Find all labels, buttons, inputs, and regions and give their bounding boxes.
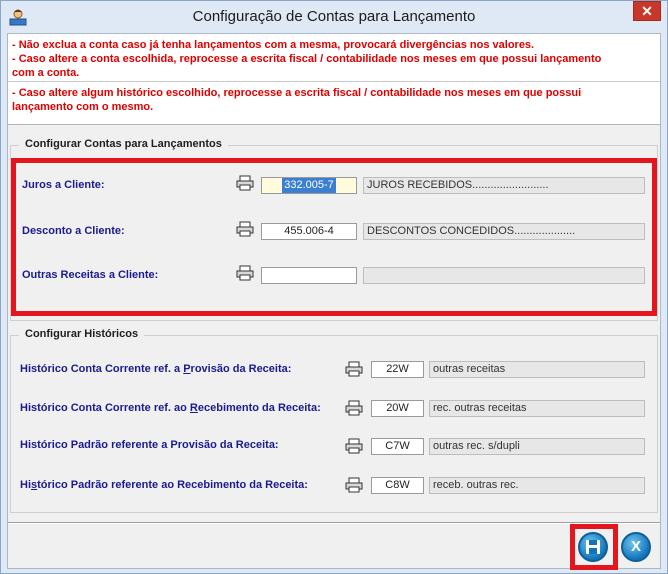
account-desc-outras [363, 267, 645, 284]
title-bar [1, 1, 667, 33]
history-desc-padrao-provisao: outras rec. s/dupli [429, 438, 645, 455]
main-panel [7, 33, 661, 569]
printer-icon[interactable] [345, 400, 363, 416]
history-code-provisao[interactable]: 22W [371, 361, 424, 378]
histories-group-title: Configurar Históricos [19, 328, 144, 340]
warning-line: - Caso altere algum histórico escolhido, reprocesse a escrita fiscal / contabilidade nos meses em que possui [12, 87, 582, 99]
printer-icon[interactable] [345, 477, 363, 493]
history-label-provisao: Histórico Conta Corrente ref. a Provisão da Receita: [20, 363, 292, 375]
warning-box [8, 34, 660, 125]
save-button[interactable] [578, 532, 608, 562]
account-desc-desconto: DESCONTOS CONCEDIDOS.................... [363, 223, 645, 240]
cancel-icon: X [630, 538, 641, 555]
account-code-desconto[interactable]: 455.006-4 [261, 223, 357, 240]
warning-line: - Não exclua a conta caso já tenha lançamentos com a mesma, provocará divergências nos valores. [12, 39, 535, 51]
printer-icon[interactable] [345, 438, 363, 454]
history-label-padrao-recebimento: Histórico Padrão referente ao Recebimento da Receita: [20, 479, 308, 491]
account-label-juros: Juros a Cliente: [22, 179, 105, 191]
account-desc-juros: JUROS RECEBIDOS......................... [363, 177, 645, 194]
history-code-padrao-recebimento[interactable]: C8W [371, 477, 424, 494]
printer-icon[interactable] [236, 175, 254, 191]
history-desc-provisao: outras receitas [429, 361, 645, 378]
history-desc-recebimento: rec. outras receitas [429, 400, 645, 417]
history-code-recebimento[interactable]: 20W [371, 400, 424, 417]
printer-icon[interactable] [236, 221, 254, 237]
save-icon [585, 539, 601, 555]
account-label-outras: Outras Receitas a Cliente: [22, 269, 159, 281]
history-code-padrao-provisao[interactable]: C7W [371, 438, 424, 455]
window-title: Configuração de Contas para Lançamento [192, 8, 476, 25]
history-label-padrao-provisao: Histórico Padrão referente a Provisão da Receita: [20, 439, 279, 451]
selected-text: 332.005-7 [284, 179, 334, 191]
account-label-desconto: Desconto a Cliente: [22, 225, 125, 237]
warning-line: lançamento com o mesmo. [12, 101, 154, 113]
printer-icon[interactable] [345, 361, 363, 377]
footer-divider [8, 522, 660, 524]
warning-line: com a conta. [12, 67, 80, 79]
account-code-juros[interactable] [261, 177, 357, 194]
warning-divider [8, 81, 660, 82]
close-button[interactable]: ✕ [633, 1, 661, 21]
cancel-button[interactable] [621, 532, 651, 562]
account-code-outras[interactable] [261, 267, 357, 284]
history-label-recebimento: Histórico Conta Corrente ref. ao Recebimento da Receita: [20, 402, 321, 414]
warning-line: - Caso altere a conta escolhida, reprocesse a escrita fiscal / contabilidade nos meses em que possui lançamento [12, 53, 602, 65]
history-desc-padrao-recebimento: receb. outras rec. [429, 477, 645, 494]
printer-icon[interactable] [236, 265, 254, 281]
accounts-group-title: Configurar Contas para Lançamentos [19, 138, 228, 150]
